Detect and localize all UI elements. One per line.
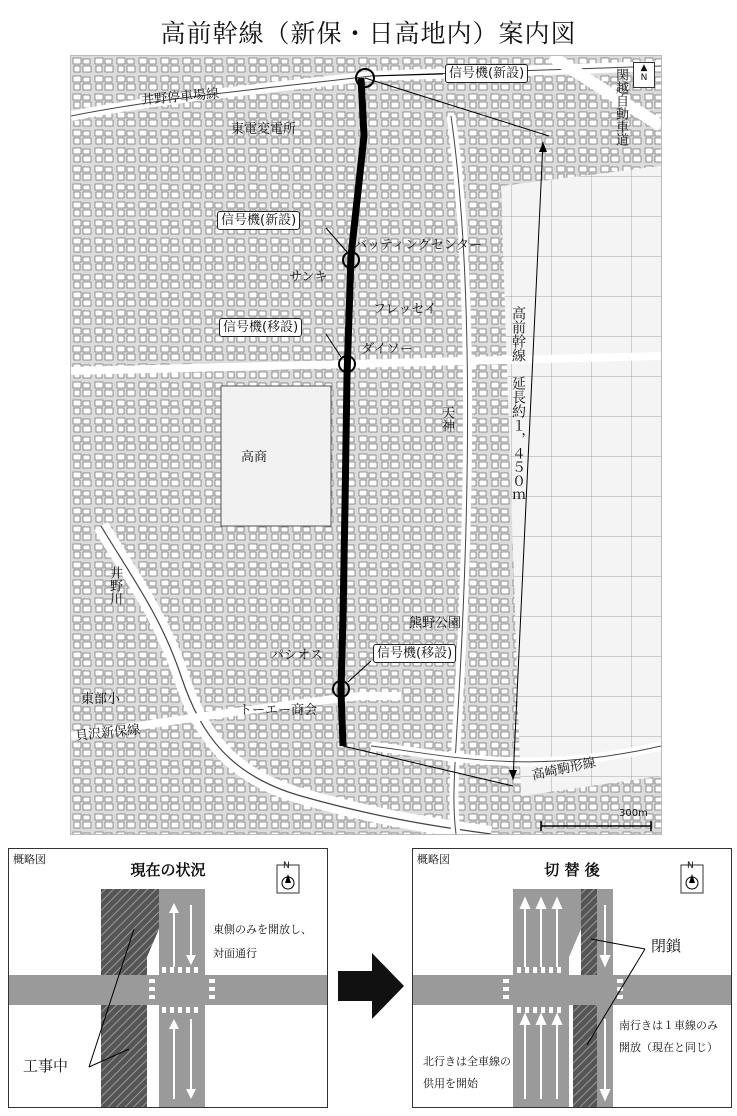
scale-label: 300m bbox=[619, 808, 648, 819]
label-tenjin: 天神 bbox=[439, 406, 454, 432]
label-fressey: フレッセイ bbox=[373, 302, 437, 317]
note-north-1: 北行きは全車線の bbox=[423, 1055, 511, 1068]
note-line-1: 東側のみを開放し、 bbox=[213, 923, 312, 936]
label-substation: 東電変電所 bbox=[231, 122, 297, 137]
north-label: N bbox=[283, 861, 290, 871]
diagram-tag: 概略図 bbox=[417, 853, 450, 866]
page-title: 高前幹線（新保・日高地内）案内図 bbox=[160, 19, 577, 48]
road-label-takasaki-komagata: 高崎駒形線 bbox=[530, 755, 598, 784]
note-north-2: 供用を開始 bbox=[423, 1077, 478, 1090]
label-closed: 閉鎖 bbox=[651, 937, 682, 955]
label-pasios: パシオス bbox=[271, 648, 323, 663]
label-tobu-sho: 東部小 bbox=[81, 692, 121, 707]
label-signal-move-mid: 信号機(移設) bbox=[219, 318, 302, 337]
transition-arrow-icon bbox=[338, 953, 404, 1019]
diagram-title: 現在の状況 bbox=[130, 861, 206, 879]
diagram-after bbox=[412, 848, 732, 1108]
road-label-kanetsu: 関越自動車道 bbox=[613, 68, 628, 146]
label-daiso: ダイソー bbox=[361, 342, 413, 357]
diagram-current bbox=[8, 848, 328, 1108]
road-label-kaizawa: 貝沢新保線 bbox=[74, 722, 141, 745]
label-ino-river: 井野川 bbox=[107, 566, 122, 605]
diagram-title: 切 替 後 bbox=[544, 861, 600, 879]
diagram-tag: 概略図 bbox=[13, 853, 46, 866]
label-batting-center: バッティングセンター bbox=[354, 238, 483, 253]
label-signal-move-bot: 信号機(移設) bbox=[373, 644, 456, 663]
note-south-2: 開放（現在と同じ） bbox=[619, 1041, 718, 1054]
map-canvas bbox=[71, 56, 661, 834]
label-construction: 工事中 bbox=[23, 1057, 69, 1075]
label-takasho: 高商 bbox=[241, 450, 268, 465]
route-map bbox=[70, 55, 662, 835]
label-main-line-length: 高前幹線 延長約１，４５０ｍ bbox=[510, 306, 526, 502]
label-signal-new-top: 信号機(新設) bbox=[445, 64, 528, 83]
note-line-2: 対面通行 bbox=[213, 947, 257, 960]
label-sanki: サンキ bbox=[289, 270, 328, 285]
north-arrow-icon: ▲ N bbox=[633, 62, 655, 88]
label-toe-shokai: トーエー商会 bbox=[239, 703, 318, 718]
road-label-ino: 井野停車場線 bbox=[140, 86, 220, 109]
north-label: N bbox=[687, 861, 694, 871]
label-signal-new-mid: 信号機(新設) bbox=[217, 211, 300, 230]
note-south-1: 南行きは１車線のみ bbox=[619, 1019, 718, 1032]
label-kumano-park: 熊野公園 bbox=[409, 616, 462, 631]
